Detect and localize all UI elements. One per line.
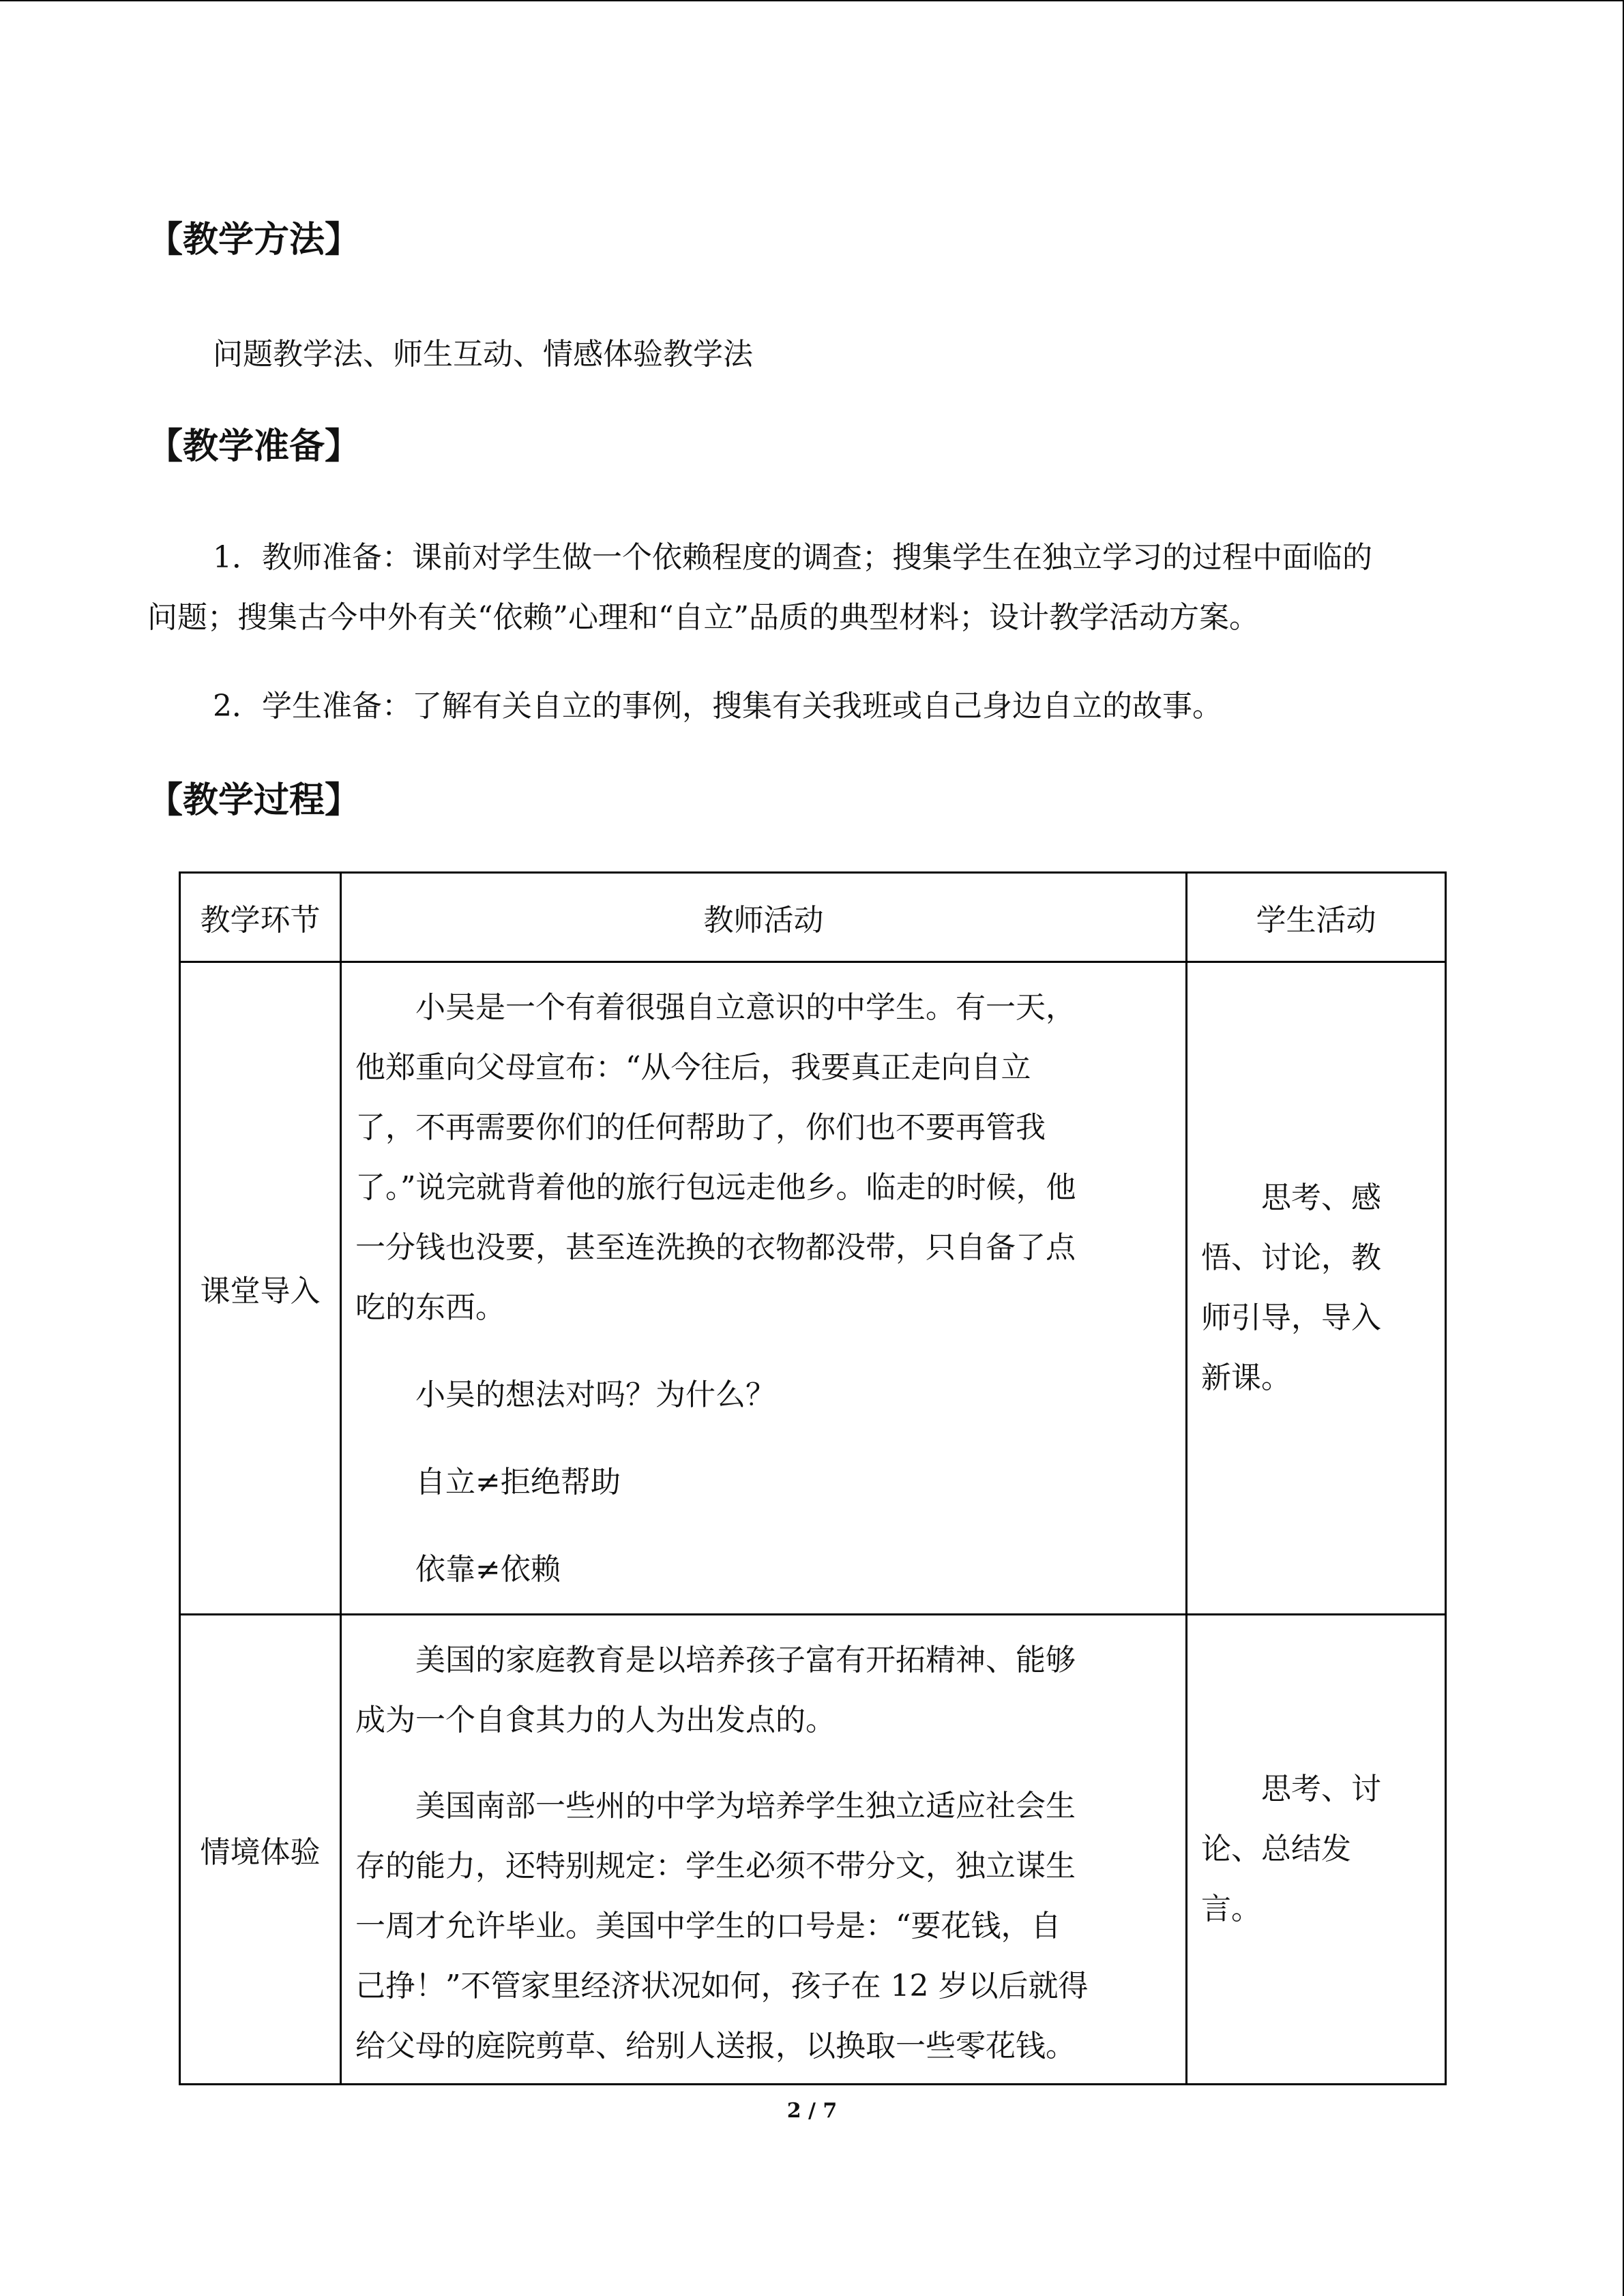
preparation-item-1-line-1: 1．教师准备：课前对学生做一个依赖程度的调查；搜集学生在独立学习的过程中面临的 <box>213 540 1372 575</box>
text-line: 了。”说完就背着他的旅行包远走他乡。临走的时候，他 <box>355 1170 1076 1205</box>
text-line: 悟、讨论，教 <box>1201 1240 1381 1275</box>
heading-teaching-method: 【教学方法】 <box>147 220 361 260</box>
text-line: 了，不再需要你们的任何帮助了，你们也不要再管我 <box>355 1110 1046 1145</box>
preparation-item-2: 2．学生准备：了解有关自立的事例，搜集有关我班或自己身边自立的故事。 <box>213 689 1222 724</box>
text-line: 新课。 <box>1201 1360 1291 1395</box>
heading-teaching-process: 【教学过程】 <box>147 780 361 821</box>
text-line: 小吴是一个有着很强自立意识的中学生。有一天， <box>355 990 1076 1025</box>
teaching-process-table <box>179 871 1447 2085</box>
text-line: 吃的东西。 <box>355 1290 505 1325</box>
page-number: 2 / 7 <box>786 2099 838 2123</box>
text-line: 他郑重向父母宣布：“从今往后，我要真正走向自立 <box>355 1050 1031 1085</box>
preparation-item-1-line-2: 问题；搜集古今中外有关“依赖”心理和“自立”品质的典型材料；设计教学活动方案。 <box>147 600 1259 635</box>
student-activity-situation <box>1187 1615 1446 2085</box>
table-row <box>180 962 1446 1615</box>
text-line: 美国南部一些州的中学为培养学生独立适应社会生 <box>355 1789 1076 1823</box>
header-student-activity: 学生活动 <box>1187 873 1446 962</box>
stage-label-introduction: 课堂导入 <box>180 962 341 1615</box>
student-activity-introduction <box>1187 962 1446 1615</box>
text-line: 师引导，导入 <box>1201 1300 1381 1335</box>
text-line: 存的能力，还特别规定：学生必须不带分文，独立谋生 <box>355 1849 1076 1883</box>
key-point-independence: 自立≠拒绝帮助 <box>355 1465 621 1500</box>
teacher-activity-situation <box>341 1615 1187 2085</box>
text-line: 己挣！”不管家里经济状况如何，孩子在 12 岁以后就得 <box>355 1969 1089 2003</box>
teacher-activity-introduction <box>341 962 1187 1615</box>
text-line: 一周才允许毕业。美国中学生的口号是：“要花钱，自 <box>355 1909 1061 1943</box>
key-point-reliance: 依靠≠依赖 <box>355 1552 561 1587</box>
text-line: 思考、讨 <box>1201 1772 1381 1806</box>
text-line: 成为一个自食其力的人为出发点的。 <box>355 1703 836 1738</box>
text-line: 言。 <box>1201 1892 1261 1926</box>
header-teacher-activity: 教师活动 <box>341 873 1187 962</box>
text-line: 给父母的庭院剪草、给别人送报，以换取一些零花钱。 <box>355 2029 1076 2063</box>
stage-label-situation: 情境体验 <box>180 1615 341 2085</box>
page-top-border <box>0 0 1624 1</box>
discussion-question: 小吴的想法对吗？为什么？ <box>355 1377 776 1412</box>
table-row <box>180 1615 1446 2085</box>
heading-teaching-preparation: 【教学准备】 <box>147 426 361 467</box>
table-header-row <box>180 873 1446 962</box>
text-line: 一分钱也没要，甚至连洗换的衣物都没带，只自备了点 <box>355 1230 1076 1265</box>
text-line: 美国的家庭教育是以培养孩子富有开拓精神、能够 <box>355 1643 1076 1678</box>
text-line: 思考、感 <box>1201 1180 1381 1215</box>
teaching-method-text: 问题教学法、师生互动、情感体验教学法 <box>213 337 753 372</box>
text-line: 论、总结发 <box>1201 1832 1351 1866</box>
header-teaching-stage: 教学环节 <box>180 873 341 962</box>
